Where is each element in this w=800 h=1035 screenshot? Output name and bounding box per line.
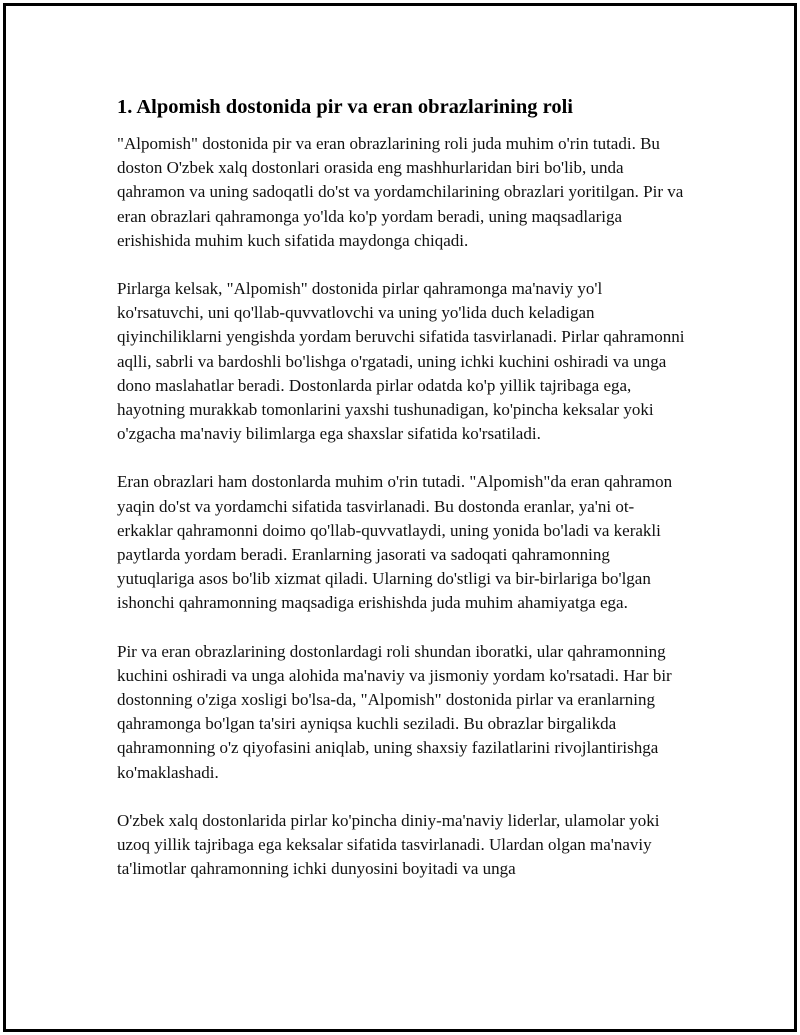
paragraph-3: Eran obrazlari ham dostonlarda muhim o'rin tutadi. "Alpomish"da eran qahramon yaqin do'st va yordamchi sifatida tasvirlanadi. Bu dostonda eranlar, ya'ni ot-erkaklar qahramonni doimo qo'llab-quvvatlaydi, uning yonida bo'ladi va kerakli paytlarda yordam beradi. Eranlarning jasorati va sadoqati qahramonning yutuqlariga asos bo'lib xizmat qiladi. Ularning do'stligi va bir-birlariga bo'lgan ishonchi qahramonning maqsadiga erishishda juda muhim ahamiyatga ega. xyxy=(117,472,673,613)
paragraph-2: Pirlarga kelsak, "Alpomish" dostonida pirlar qahramonga ma'naviy yo'l ko'rsatuvchi, uni qo'llab-quvvatlovchi va uning yo'lida duch keladigan qiyinchiliklarni yengishda yordam beruvchi sifatida tasvirlanadi. Pirlar qahramonni aqlli, sabrli va bardoshli bo'lishga o'rgatadi, uning ichki kuchini oshiradi va unga dono maslahatlar beradi. Dostonlarda pirlar odatda ko'p yillik tajribaga ega, hayotning murakkab tomonlarini yaxshi tushunadigan, ko'pincha keksalar yoki o'zgacha ma'naviy bilimlarga ega shaxslar sifatida ko'rsatiladi. xyxy=(117,279,685,444)
section-heading: 1. Alpomish dostonida pir va eran obrazlarining roli xyxy=(117,96,574,118)
paragraph-4: Pir va eran obrazlarining dostonlardagi roli shundan iboratki, ular qahramonning kuchini oshiradi va unga alohida ma'naviy va jismoniy yordam ko'rsatadi. Har bir dostonning o'ziga xosligi bo'lsa-da, "Alpomish" dostonida pirlar va eranlarning qahramonga bo'lgan ta'siri ayniqsa kuchli seziladi. Bu obrazlar birgalikda qahramonning o'z qiyofasini aniqlab, uning shaxsiy fazilatlarini rivojlantirishga ko'maklashadi. xyxy=(117,641,672,782)
paragraph-1: "Alpomish" dostonida pir va eran obrazlarining roli juda muhim o'rin tutadi. Bu doston O'zbek xalq dostonlari orasida eng mashhurlaridan biri bo'lib, unda qahramon va uning sadoqatli do'st va yordamchilarining obrazlari yoritilgan. Pir va eran obrazlari qahramonga yo'lda ko'p yordam beradi, uning maqsadlariga erishishida muhim kuch sifatida maydonga chiqadi. xyxy=(117,134,684,250)
paragraph-5: O'zbek xalq dostonlarida pirlar ko'pincha diniy-ma'naviy liderlar, ulamolar yoki uzoq yillik tajribaga ega keksalar sifatida tasvirlanadi. Ulardan olgan ma'naviy ta'limotlar qahramonning ichki dunyosini boyitadi va unga xyxy=(117,810,660,879)
document-body xyxy=(117,94,687,905)
